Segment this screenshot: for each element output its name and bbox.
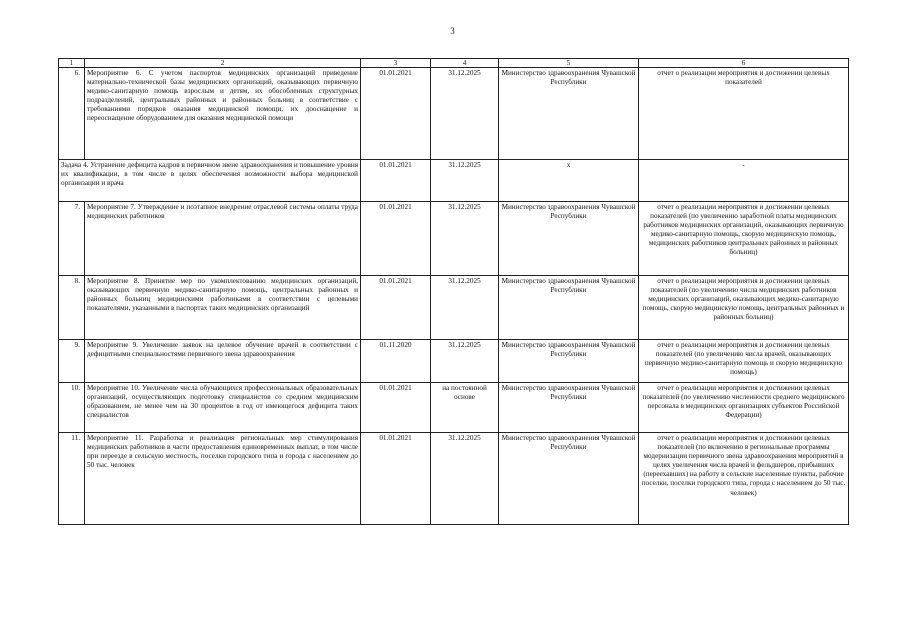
end-date: 31.12.2025 (431, 68, 499, 160)
end-date: 31.12.2025 (431, 433, 499, 525)
end-date: на постоянной основе (431, 383, 499, 433)
result: отчет о реализации мероприятия и достижении целевых показателей (по увеличению числа врачей, оказывающих первичную медико-санитарную помощь и скорую медицинскую помощь) (639, 340, 849, 383)
page-number: 3 (450, 26, 455, 36)
header-cell: 4 (431, 59, 499, 68)
row-number: 7. (59, 202, 85, 276)
result: отчет о реализации мероприятия и достижении целевых показателей (по включению в региональные программы модернизации первичного звена здравоохранения мероприятий в целях увеличения числа врачей и фельдшеров, прибывших (переехавших) на работу в сельские населенные пункты, рабочие поселки, поселки городского типа, города с населением до 50 тыс. человек) (639, 433, 849, 525)
executor: Министерство здравоохранения Чувашской Республики (499, 340, 639, 383)
end-date: 31.12.2025 (431, 202, 499, 276)
result: - (639, 160, 849, 202)
measures-table (58, 58, 849, 525)
end-date: 31.12.2025 (431, 276, 499, 340)
table-row (59, 202, 849, 276)
start-date: 01.01.2021 (361, 276, 431, 340)
task-row (59, 160, 849, 202)
start-date: 01.01.2021 (361, 68, 431, 160)
start-date: 01.01.2021 (361, 383, 431, 433)
measure-text: Мероприятие 7. Утверждение и поэтапное внедрение отраслевой системы оплаты труда медицинских работников (85, 202, 361, 276)
row-number: 8. (59, 276, 85, 340)
table-header-row (59, 59, 849, 68)
end-date: 31.12.2025 (431, 160, 499, 202)
executor: х (499, 160, 639, 202)
task-text: Задача 4. Устранение дефицита кадров в первичном звене здравоохранения и повышение уровня их квалификации, в том числе в целях обеспечения возможности выбора медицинской организации и врача (59, 160, 361, 202)
header-cell: 1 (59, 59, 85, 68)
table-row (59, 276, 849, 340)
start-date: 01.01.2021 (361, 433, 431, 525)
row-number: 10. (59, 383, 85, 433)
header-cell: 5 (499, 59, 639, 68)
measure-text: Мероприятие 10. Увеличение числа обучающихся профессиональных образовательных организаций, осуществляющих подготовку специалистов со средним медицинским образованием, не менее чем на 30 процентов в год от имеющегося дефицита таких специалистов (85, 383, 361, 433)
measure-text: Мероприятие 9. Увеличение заявок на целевое обучение врачей в соответствии с дефицитными специальностями первичного звена здравоохранения (85, 340, 361, 383)
row-number: 9. (59, 340, 85, 383)
start-date: 01.11.2020 (361, 340, 431, 383)
executor: Министерство здравоохранения Чувашской Республики (499, 68, 639, 160)
result: отчет о реализации мероприятия и достижении целевых показателей (по увеличению численности среднего медицинского персонала в медицинских организациях субъектов Российской Федерации) (639, 383, 849, 433)
result: отчет о реализации мероприятия и достижении целевых показателей (639, 68, 849, 160)
start-date: 01.01.2021 (361, 202, 431, 276)
start-date: 01.01.2021 (361, 160, 431, 202)
header-cell: 6 (639, 59, 849, 68)
end-date: 31.12.2025 (431, 340, 499, 383)
row-number: 6. (59, 68, 85, 160)
executor: Министерство здравоохранения Чувашской Республики (499, 276, 639, 340)
table-row (59, 433, 849, 525)
result: отчет о реализации мероприятия и достижении целевых показателей (по увеличению заработной платы медицинских работников медицинских организаций, оказывающих первичную медико-санитарную помощь, скорую медицинскую помощь, медицинских работников центральных районных и районных больниц) (639, 202, 849, 276)
row-number: 11. (59, 433, 85, 525)
executor: Министерство здравоохранения Чувашской Республики (499, 433, 639, 525)
table-row (59, 340, 849, 383)
result: отчет о реализации мероприятия и достижении целевых показателей (по увеличению числа медицинских работников медицинских организаций, оказывающих медико-санитарную помощь, скорую медицинскую помощь, центральных районных и районных больниц) (639, 276, 849, 340)
executor: Министерство здравоохранения Чувашской Республики (499, 383, 639, 433)
measure-text: Мероприятие 8. Принятие мер по укомплектованию медицинских организаций, оказывающих первичную медико-санитарную помощь, центральных районных и районных больниц медицинскими работниками в соответствии с целевыми показателями, указанными в паспортах таких медицинских организаций (85, 276, 361, 340)
executor: Министерство здравоохранения Чувашской Республики (499, 202, 639, 276)
table-row (59, 383, 849, 433)
table-row (59, 68, 849, 160)
measure-text: Мероприятие 6. С учетом паспортов медицинских организаций приведение материально-технической базы медицинских организаций, оказывающих первичную медико-санитарную помощь взрослым и детям, их обособленных структурных подразделений, центральных районных и районных больниц в соответствие с требованиями порядков оказания медицинской помощи, их дооснащение и переоснащение оборудованием для оказания медицинской помощи (85, 68, 361, 160)
measure-text: Мероприятие 11. Разработка и реализация региональных мер стимулирования медицинских работников в части предоставления единовременных выплат, в том числе при переезде в сельскую местность, поселки городского типа и города с населением до 50 тыс. человек (85, 433, 361, 525)
header-cell: 3 (361, 59, 431, 68)
header-cell: 2 (85, 59, 361, 68)
